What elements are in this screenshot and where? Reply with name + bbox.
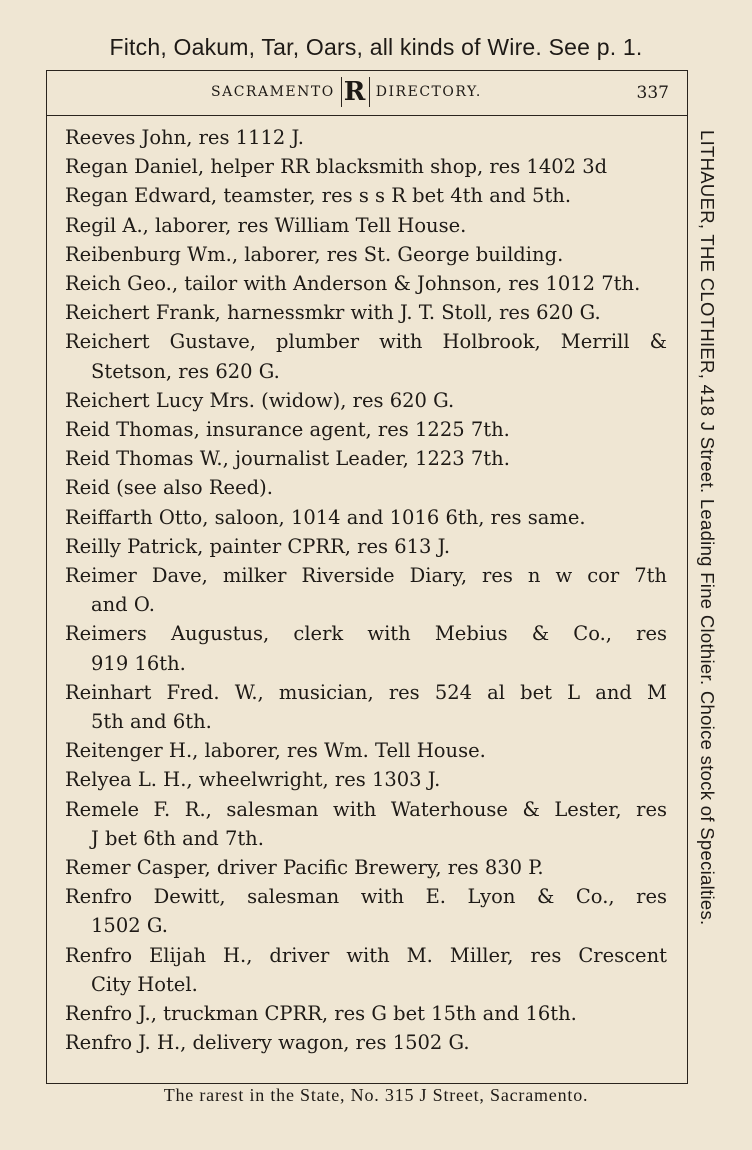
entry-line: Reimer Dave, milker Riverside Diary, res n w cor 7th	[65, 564, 667, 588]
entry-line: Remer Casper, driver Pacific Brewery, res 830 P.	[65, 856, 544, 880]
directory-entry	[65, 882, 667, 940]
side-advertisement-text: LITHAUER, THE CLOTHIER, 418 J Street. Leading Fine Clothier. Choice stock of Specialties.	[697, 130, 718, 926]
directory-entry	[65, 795, 667, 853]
directory-entry	[65, 619, 667, 677]
directory-entries	[65, 123, 667, 1058]
directory-entry	[65, 240, 667, 269]
directory-entry	[65, 444, 667, 473]
entry-continuation-line: J bet 6th and 7th.	[91, 826, 264, 850]
entry-line: Reichert Frank, harnessmkr with J. T. Stoll, res 620 G.	[65, 301, 601, 325]
directory-entry	[65, 503, 667, 532]
directory-entry	[65, 853, 667, 882]
directory-entry	[65, 765, 667, 794]
directory-entry	[65, 327, 667, 385]
directory-page-frame	[46, 70, 688, 1084]
entry-line: Reimers Augustus, clerk with Mebius & Co., res	[65, 622, 667, 646]
entry-continuation-line: 1502 G.	[91, 914, 168, 938]
entry-line: Renfro J. H., delivery wagon, res 1502 G.	[65, 1031, 470, 1055]
entry-line: Reichert Lucy Mrs. (widow), res 620 G.	[65, 388, 455, 412]
entry-line: Reiffarth Otto, saloon, 1014 and 1016 6th, res same.	[65, 505, 586, 529]
entry-line: Renfro J., truckman CPRR, res G bet 15th and 16th.	[65, 1002, 577, 1026]
directory-entry	[65, 532, 667, 561]
directory-entry	[65, 1028, 667, 1057]
entry-line: Regan Edward, teamster, res s s R bet 4th and 5th.	[65, 184, 572, 208]
directory-entry	[65, 123, 667, 152]
directory-entry	[65, 678, 667, 736]
directory-entry	[65, 941, 667, 999]
entry-continuation-line: 5th and 6th.	[91, 710, 212, 734]
directory-entry	[65, 152, 667, 181]
entry-line: Renfro Elijah H., driver with M. Miller, res Crescent	[65, 943, 667, 967]
side-advertisement	[690, 130, 724, 1010]
entry-line: Regil A., laborer, res William Tell House.	[65, 213, 467, 237]
section-letter: R	[341, 77, 370, 107]
running-title-right: DIRECTORY.	[375, 84, 482, 100]
entry-line: Reibenburg Wm., laborer, res St. George building.	[65, 242, 564, 266]
entry-line: Reinhart Fred. W., musician, res 524 al bet L and M	[65, 680, 667, 704]
entry-continuation-line: and O.	[91, 593, 155, 617]
entry-line: Remele F. R., salesman with Waterhouse & Lester, res	[65, 797, 667, 821]
running-title	[211, 77, 482, 107]
directory-entry	[65, 269, 667, 298]
entry-line: Reilly Patrick, painter CPRR, res 613 J.	[65, 534, 451, 558]
entry-line: Reid Thomas W., journalist Leader, 1223 7th.	[65, 447, 510, 471]
directory-entry	[65, 736, 667, 765]
entry-continuation-line: 919 16th.	[91, 651, 186, 675]
top-advertisement: Fitch, Oakum, Tar, Oars, all kinds of Wire. See p. 1.	[109, 34, 643, 60]
running-title-left: SACRAMENTO	[211, 84, 335, 100]
entry-line: Reichert Gustave, plumber with Holbrook, Merrill &	[65, 330, 667, 354]
entry-line: Reitenger H., laborer, res Wm. Tell House.	[65, 739, 486, 763]
page-header	[47, 71, 687, 116]
directory-entry	[65, 473, 667, 502]
directory-entry	[65, 386, 667, 415]
entry-continuation-line: Stetson, res 620 G.	[91, 359, 280, 383]
entry-line: Relyea L. H., wheelwright, res 1303 J.	[65, 768, 441, 792]
page-number: 337	[636, 83, 669, 103]
entry-line: Reid (see also Reed).	[65, 476, 273, 500]
entry-line: Regan Daniel, helper RR blacksmith shop, res 1402 3d	[65, 155, 608, 179]
entry-line: Reich Geo., tailor with Anderson & Johnson, res 1012 7th.	[65, 272, 641, 296]
directory-entry	[65, 181, 667, 210]
entry-continuation-line: City Hotel.	[91, 972, 198, 996]
directory-entry	[65, 211, 667, 240]
entry-line: Renfro Dewitt, salesman with E. Lyon & Co., res	[65, 885, 667, 909]
directory-entry	[65, 999, 667, 1028]
directory-entry	[65, 415, 667, 444]
entry-line: Reid Thomas, insurance agent, res 1225 7th.	[65, 418, 510, 442]
directory-entry	[65, 298, 667, 327]
entry-line: Reeves John, res 1112 J.	[65, 126, 304, 149]
bottom-advertisement: The rarest in the State, No. 315 J Street, Sacramento.	[163, 1085, 589, 1105]
directory-entry	[65, 561, 667, 619]
